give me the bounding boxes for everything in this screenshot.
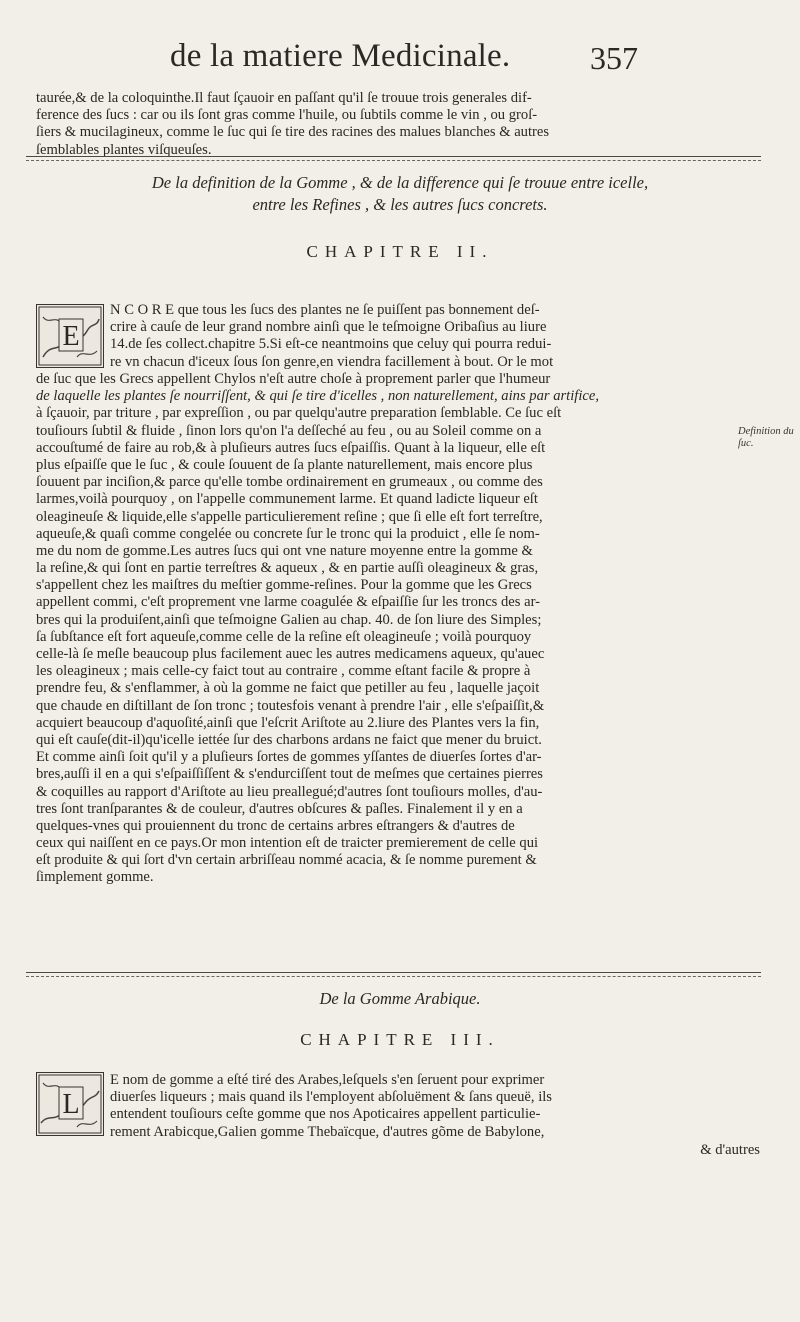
section-divider — [26, 972, 761, 973]
text-line: appellent commi, c'eſt proprement vne larme coagulée & eſpaiſſie ſur les troncs des ar- — [36, 594, 541, 611]
text-line: celle-là ſe meſle beaucoup plus facilement auec les autres medicamens aqueux, qu'auec — [36, 646, 545, 662]
text-line: bres qui la produiſent,ainſi que teſmoigne Galien au chap. 40. de ſon liure des Simples; — [36, 611, 542, 628]
text-line: accouſtumé de faire au rob,& à pluſieurs autres ſucs eſpaiſſis. Quant à la liqueur, elle eſt — [36, 439, 546, 456]
text-line: N C O R E que tous les ſucs des plantes ne ſe puiſſent pas bonnement deſ- — [110, 302, 540, 318]
text-line: crire à cauſe de leur grand nombre ainſi que le teſmoigne Oribaſius au liure — [110, 319, 547, 336]
margin-note-line: Definition du — [738, 426, 794, 437]
margin-note — [738, 426, 794, 450]
text-line: rement Arabicque,Galien gomme Thebaïcque, d'autres gõme de Babylone, — [110, 1123, 545, 1140]
text-line: qui eſt cauſe(dit-il)qu'icelle iettée ſur des charbons ardans ne faict que mener du bruict. — [36, 731, 542, 748]
text-line: Et comme ainſi ſoit qu'il y a pluſieurs ſortes de gommes yſſantes de diuerſes ſortes d'ar- — [36, 749, 542, 766]
text-line: bres,auſſi il en a qui s'eſpaiſſiſſent & s'endurciſſent tout de meſmes que certaines pierres — [36, 766, 543, 783]
text-line: ference des ſucs : car ou ils ſont gras comme l'huile, ou ſubtils comme le vin , ou groſ- — [36, 107, 538, 124]
catchword — [560, 1142, 760, 1159]
chapter2-opening — [110, 302, 760, 371]
text-line: E nom de gomme a eſté tiré des Arabes,leſquels s'en ſeruent pour exprimer — [110, 1072, 545, 1088]
text-line: & coquilles au rapport d'Ariſtote au lieu preallegué;d'autres ſont touſiours molles, d'au- — [36, 783, 543, 800]
intro-paragraph — [36, 90, 756, 159]
text-line: tres ſont tranſparantes & de couleur, d'autres obſcures & paſles. Finalement il y en a — [36, 800, 523, 817]
text-line: eſt produite & qui ſort d'vn certain arbriſſeau nommé acacia, & ſe nomme purement & — [36, 852, 537, 869]
text-line: à ſçauoir, par triture , par expreſſion , ou par quelqu'autre preparation ſemblable. Ce ſuc eſt — [36, 405, 562, 422]
text-line: s'appellent chez les maiſtres du meſtier gomme-reſines. Pour la gomme que les Grecs — [36, 577, 532, 594]
section-divider-thin — [26, 976, 761, 977]
text-line: aqueuſe,& quaſi comme congelée ou concrete ſur le tronc qui la produict , elle ſe nom- — [36, 525, 540, 542]
text-line: ſiers & mucilagineux, comme le ſuc qui ſe tire des racines des malues blanches & autres — [36, 124, 550, 141]
text-line: me du nom de gomme.Les autres ſucs qui ont vne nature moyenne entre la gomme & — [36, 542, 533, 559]
text-line: ſemblables plantes viſqueuſes. — [36, 141, 212, 158]
text-line: ſouuent par inciſion,& parce qu'elle tombe ordinairement en grumeaux , ou comme des — [36, 474, 543, 491]
text-line: la reſine,& qui ſont en partie terreſtres & aqueux , & en partie auſſi oleagineux & gras, — [36, 560, 539, 577]
text-line: larmes,voilà pourquoy , on l'appelle communement larme. Et quand ladicte liqueur eſt — [36, 491, 538, 508]
margin-note-line: ſuc. — [738, 438, 754, 449]
text-line: 14.de ſes collect.chapitre 5.Si eſt-ce neantmoins que celuy qui pourra redui- — [110, 336, 552, 353]
text-line: que chaude en diſtillant de ſon tronc ; toutesfois venant à prendre l'air , elle s'eſpaiſſit,& — [36, 697, 545, 714]
dropcap-letter: L — [62, 1089, 80, 1120]
catchword-text: & d'autres — [700, 1142, 760, 1158]
text-line: ceux qui naiſſent en ce pays.Or mon intention eſt de traicter premierement de celle qui — [36, 835, 539, 852]
text-line: oleagineuſe & liquide,elle s'appelle particulierement reſine ; que ſi elle eſt fort terreſtre, — [36, 508, 543, 525]
section-heading-2: De la Gomme Arabique. — [319, 989, 481, 1008]
section-heading-line: De la definition de la Gomme , & de la difference qui ſe trouue entre icelle, — [151, 173, 649, 192]
page-number: 357 — [590, 40, 638, 76]
section-divider — [26, 156, 761, 157]
text-line: touſiours ſubtil & fluide , ſinon lors qu'on l'a deſſeché au feu , ou au Soleil comme on a — [36, 422, 542, 439]
text-line: acquiert beaucoup d'aquoſité,ainſi que l'eſcrit Ariſtote au 2.liure des Plantes vers la fin, — [36, 714, 540, 731]
text-line: les oleagineux ; mais celle-cy faict tout au contraire , comme eſtant facile & propre à — [36, 663, 531, 680]
text-line: plus eſpaiſſe que le ſuc , & coule ſouuent de ſa plante naturellement, mais encore plus — [36, 456, 533, 473]
section-heading-line: entre les Refines , & les autres ſucs concrets. — [252, 195, 548, 214]
section-divider-thin — [26, 160, 761, 161]
text-line: diuerſes liqueurs ; mais quand ils l'employent abſoluëment & ſans queuë, ils — [110, 1089, 552, 1106]
decorated-initial-e-icon — [36, 304, 104, 368]
text-line: entendent touſiours ceſte gomme que nos Apoticaires appellent particulie- — [110, 1106, 541, 1123]
ornament-icon — [37, 305, 103, 367]
text-line: quelques-vnes qui prouiennent du tronc de certains arbres eſtrangers & d'autres de — [36, 817, 515, 834]
chapter3-opening — [110, 1072, 760, 1141]
text-line: ſa ſubſtance eſt fort aqueuſe,comme celle de la reſine eſt oleagineuſe ; voilà pourquoy — [36, 628, 532, 645]
section-heading — [40, 172, 760, 216]
chapter-heading: CHAPITRE III. — [300, 1030, 500, 1049]
chapter2-body — [36, 371, 756, 887]
decorated-initial-l-icon — [36, 1072, 104, 1136]
text-line: de ſuc que les Grecs appellent Chylos n'eſt autre choſe à proprement parler que l'humeur — [36, 371, 551, 387]
ornament-icon — [37, 1073, 103, 1135]
text-line: de laquelle les plantes ſe nourriſſent, & qui ſe tire d'icelles , non naturellement, ains par artifice, — [36, 388, 599, 405]
chapter-heading: CHAPITRE II. — [306, 242, 494, 261]
dropcap-letter: E — [62, 321, 80, 352]
text-line: prendre feu, & s'enflammer, à où la gomme ne faict que petiller au feu , laquelle jaçoit — [36, 680, 540, 697]
text-line: ſimplement gomme. — [36, 869, 154, 886]
running-head-title: de la matiere Medicinale. — [170, 38, 511, 74]
text-line: taurée,& de la coloquinthe.Il faut ſçauoir en paſſant qu'il ſe trouue trois generales dif- — [36, 90, 532, 106]
text-line: re vn chacun d'iceux ſous ſon genre,en viendra facillement à bout. Or le mot — [110, 353, 554, 370]
